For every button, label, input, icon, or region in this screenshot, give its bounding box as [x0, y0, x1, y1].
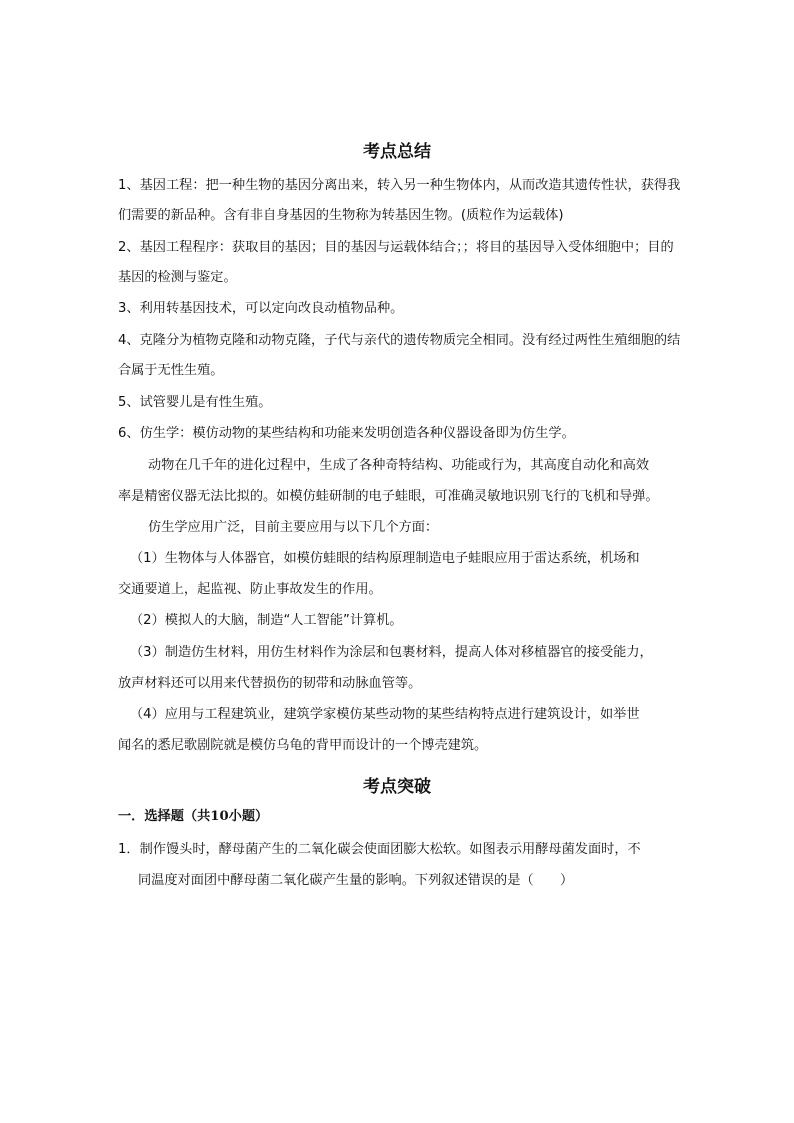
summary-line-2: 们需要的新品种。含有非自身基因的生物称为转基因生物。(质粒作为运载体) — [118, 208, 564, 223]
section-heading: 一．选择题（共10小题） — [118, 809, 269, 824]
summary-line-8: 5、试管婴儿是有性生殖。 — [118, 395, 272, 410]
question-1-line-1: 1．制作馒头时，酵母菌产生的二氧化碳会使面团膨大松软。如图表示用酵母菌发面时，不 — [118, 842, 641, 857]
summary-line-18: （4）应用与工程建筑业，建筑学家模仿某些动物的某些结构特点进行建筑设计，如举世 — [130, 707, 640, 722]
summary-line-5: 3、利用转基因技术，可以定向改良动植物品种。 — [118, 301, 404, 316]
summary-line-13: （1）生物体与人体器官，如模仿蛙眼的结构原理制造电子蛙眼应用于雷达系统，机场和 — [130, 551, 640, 566]
summary-line-7: 合属于无性生殖。 — [118, 363, 224, 378]
summary-line-12: 仿生学应用广泛，目前主要应用与以下几个方面： — [148, 520, 439, 535]
question-1-line-2: 同温度对面团中酵母菌二氧化碳产生量的影响。下列叙述错误的是（ ） — [138, 873, 574, 888]
summary-line-9: 6、仿生学：模仿动物的某些结构和功能来发明创造各种仪器设备即为仿生学。 — [118, 426, 575, 441]
summary-line-3: 2、基因工程程序：获取目的基因；目的基因与运载体结合；；将目的基因导入受体细胞中；目的 — [118, 240, 674, 255]
summary-line-10: 动物在几千年的进化过程中，生成了各种奇特结构、功能或行为，其高度自动化和高效 — [148, 458, 650, 473]
summary-line-1: 1、基因工程：把一种生物的基因分离出来，转入另一种生物体内，从而改造其遗传性状，获得我 — [118, 178, 681, 193]
summary-line-16: （3）制造仿生材料，用仿生材料作为涂层和包裹材料，提高人体对移植器官的接受能力， — [130, 645, 653, 660]
summary-line-14: 交通要道上，起监视、防止事故发生的作用。 — [118, 582, 382, 597]
summary-line-4: 基因的检测与鉴定。 — [118, 270, 237, 285]
breakthrough-title: 考点突破 — [363, 777, 431, 797]
summary-title: 考点总结 — [363, 142, 431, 162]
summary-line-11: 率是精密仪器无法比拟的。如模仿蛙研制的电子蛙眼，可准确灵敏地识别飞行的飞机和导弹。 — [118, 489, 659, 504]
summary-line-15: （2）模拟人的大脑，制造“人工智能”计算机。 — [130, 613, 403, 628]
summary-line-17: 放声材料还可以用来代替损伤的韧带和动脉血管等。 — [118, 676, 422, 691]
summary-line-19: 闻名的悉尼歌剧院就是模仿乌龟的背甲而设计的一个博壳建筑。 — [118, 738, 488, 753]
summary-line-6: 4、克隆分为植物克隆和动物克隆，子代与亲代的遗传物质完全相同。没有经过两性生殖细胞的结 — [118, 333, 681, 348]
